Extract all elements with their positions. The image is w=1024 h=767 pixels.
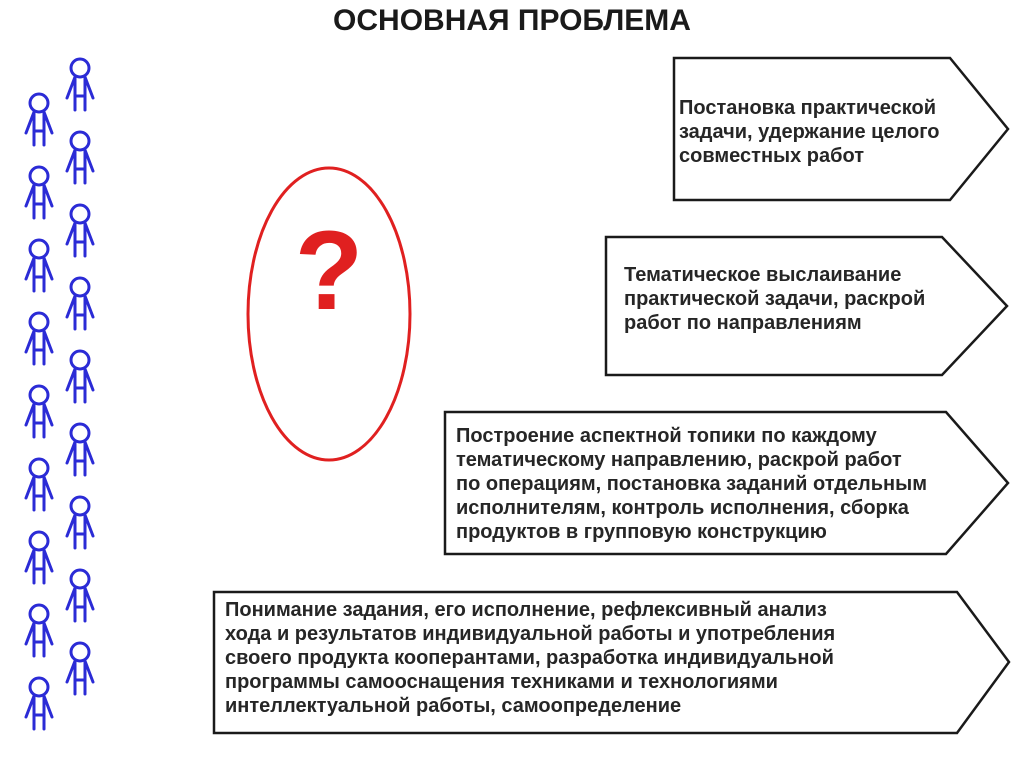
person-icon — [26, 678, 52, 729]
person-icon — [26, 386, 52, 437]
person-icon — [67, 643, 93, 694]
arrow-label-3: Построение аспектной топики по каждому тематическому направлению, раскрой работ по операциям, постановка заданий отдельным исполнителям, контроль исполнения, сборка продуктов в групповую конструкцию — [456, 425, 928, 543]
people-figures — [0, 0, 130, 767]
person-icon — [67, 278, 93, 329]
question-mark: ? — [294, 208, 364, 333]
person-icon — [67, 351, 93, 402]
person-icon — [67, 497, 93, 548]
person-icon — [67, 59, 93, 110]
person-icon — [26, 167, 52, 218]
person-icon — [67, 570, 93, 621]
person-icon — [67, 424, 93, 475]
arrow-label-2: Тематическое выслаивание практической задачи, раскрой работ по направлениям — [624, 264, 926, 334]
arrow-box-1 — [672, 56, 1012, 202]
person-icon — [26, 240, 52, 291]
arrow-box-3 — [443, 410, 1011, 556]
arrow-box-4 — [212, 590, 1012, 735]
page-title: ОСНОВНАЯ ПРОБЛЕМА — [333, 4, 691, 37]
arrow-box-2 — [604, 235, 1010, 377]
person-icon — [26, 94, 52, 145]
person-icon — [67, 132, 93, 183]
person-icon — [26, 459, 52, 510]
person-icon — [26, 605, 52, 656]
arrow-label-1: Постановка практической задачи, удержание целого совместных работ — [679, 97, 940, 167]
arrow-label-4: Понимание задания, его исполнение, рефлексивный анализ хода и результатов индивидуальной работы и употребления своего продукта кооперантами, разработка индивидуальной программы самооснащения техниками и технологиями интеллектуальной работы, самоопределение — [225, 599, 836, 717]
person-icon — [26, 532, 52, 583]
person-icon — [67, 205, 93, 256]
person-icon — [26, 313, 52, 364]
